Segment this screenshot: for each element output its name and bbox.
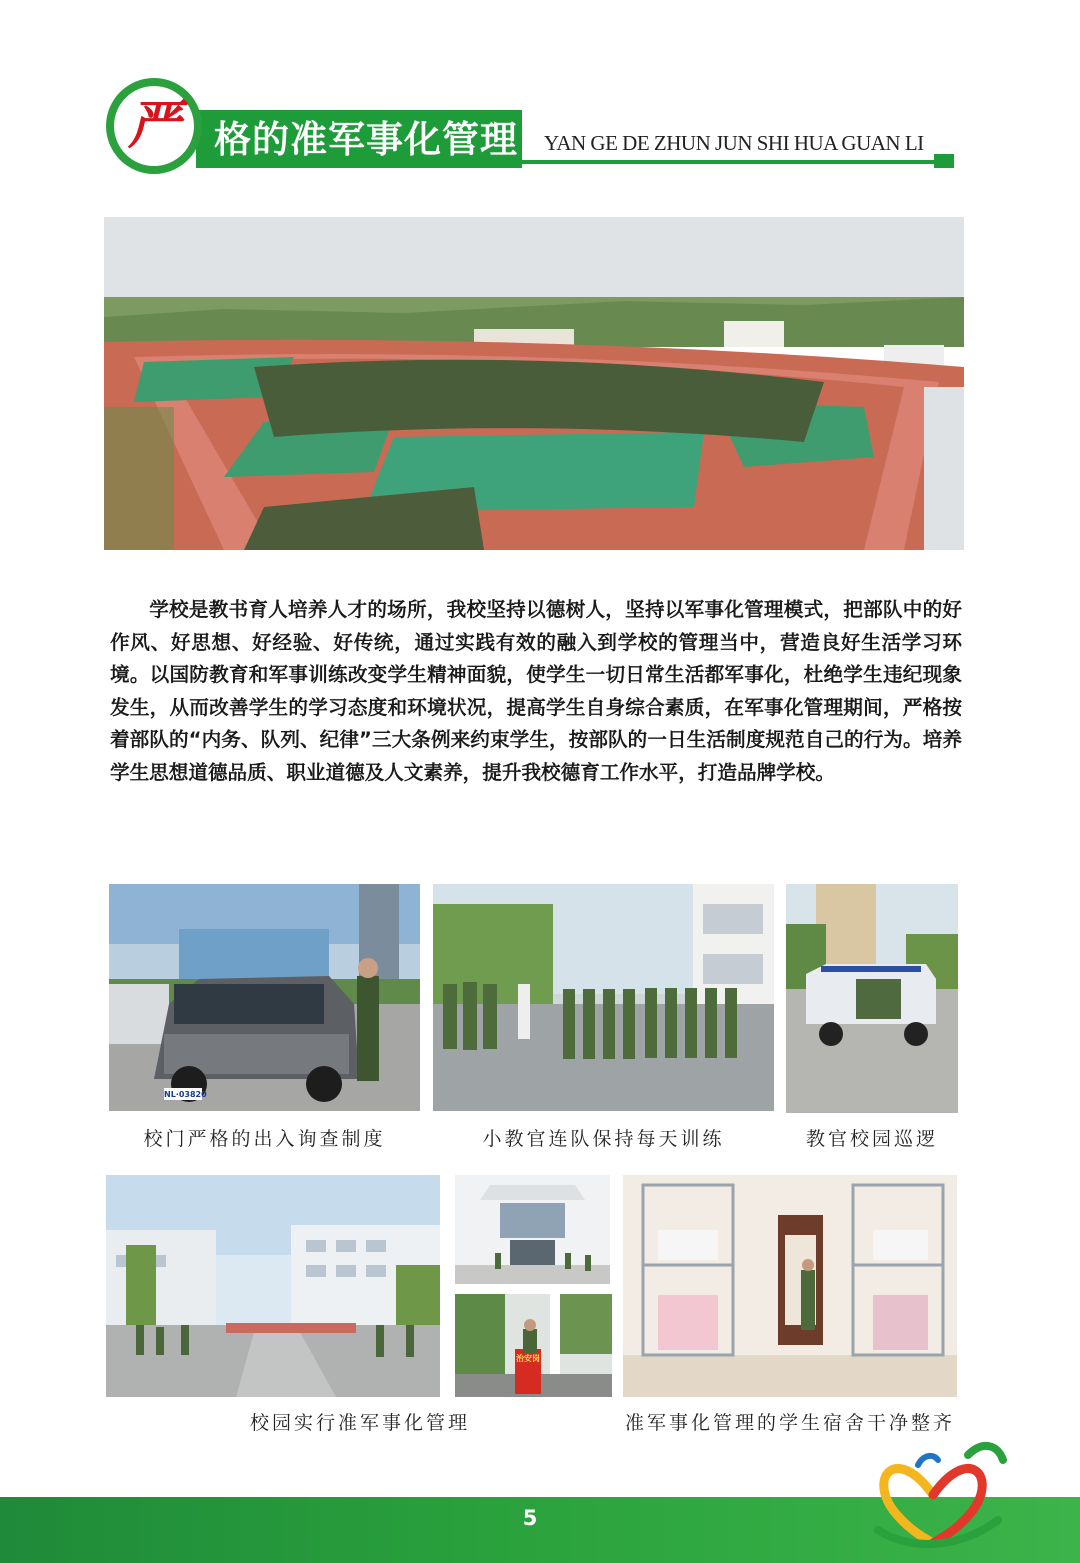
body-paragraph: 学校是教书育人培养人才的场所，我校坚持以德树人，坚持以军事化管理模式，把部队中的好作风、好思想、好经验、好传统，通过实践有效的融入到学校的管理当中，营造良好生活学习环境。以国防教育和军事训练改变学生精神面貌，使学生一切日常生活都军事化，杜绝学生违纪现象发生，从而改善学生的学习态度和环境状况，提高学生自身综合素质，在军事化管理期间，严格按着部队的“内务、队列、纪律”三大条例来约束学生，按部队的一日生活制度规范自己的行为。培养学生思想道德品质、职业道德及人文素养，提升我校德育工作水平，打造品牌学校。 [110,598,962,784]
dormitory-photo [623,1175,957,1397]
building-entrance-photo [455,1175,610,1284]
gate-inspection-photo [109,884,420,1111]
header-underline-end [934,154,954,168]
page-number: 5 [522,1506,538,1530]
drill-training-photo [433,884,774,1111]
license-plate: NL·03820 [164,1090,207,1099]
header-underline [520,160,934,164]
booth-sign: 治安岗 [516,1354,540,1363]
school-logo-icon [858,1425,1008,1555]
caption-gate: 校门严格的出入询查制度 [143,1128,386,1150]
campus-management-photo [106,1175,440,1397]
caption-campus: 校园实行准军事化管理 [249,1412,470,1434]
page-title-pinyin: YAN GE DE ZHUN JUN SHI HUA GUAN LI [544,131,924,155]
caption-drill: 小教官连队保持每天训练 [482,1128,725,1150]
panorama-photo [104,217,964,550]
patrol-photo [786,884,958,1113]
header-first-char: 严 [127,95,180,156]
security-booth-photo [455,1294,612,1397]
page-title: 格的准军事化管理 [214,117,518,161]
caption-patrol: 教官校园巡逻 [805,1128,938,1150]
caption-dorm: 准军事化管理的学生宿舍干净整齐 [624,1412,955,1434]
